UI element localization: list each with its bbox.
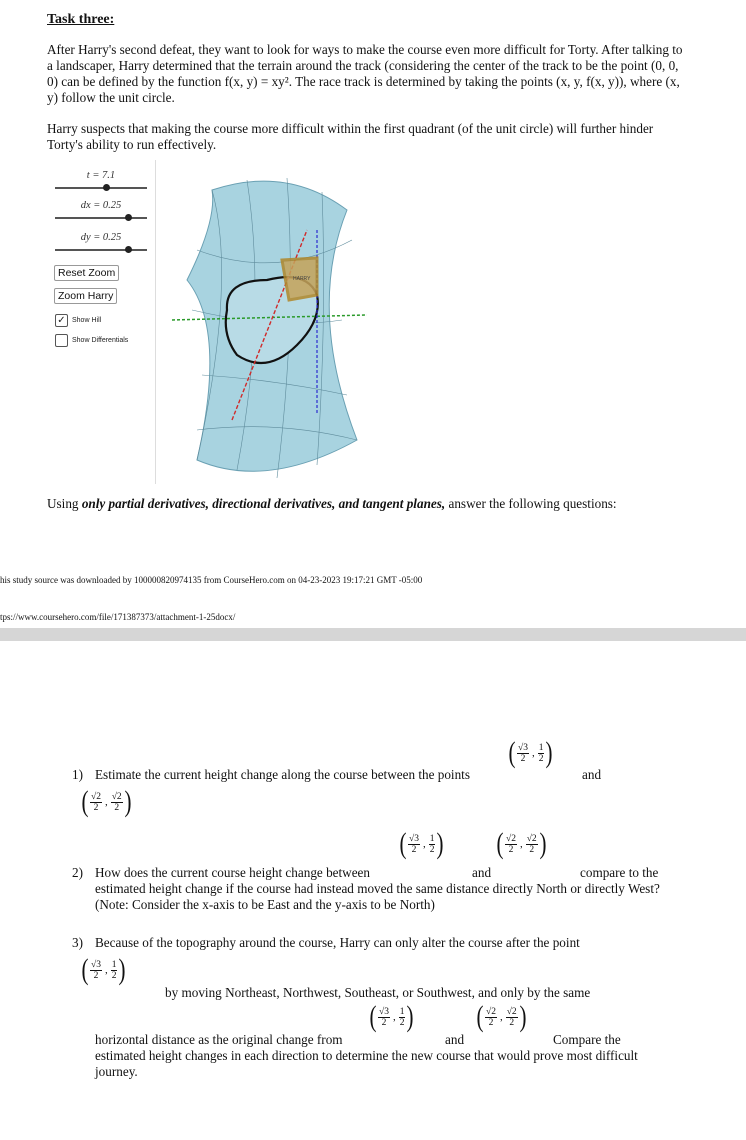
- point-sqrt3-half: ( $\frac{√3}{2}$ , $\frac{1}{2}$ ): [508, 736, 553, 769]
- point-sqrt2-sqrt2: ( $\frac{√2}{2}$ , $\frac{√2}{2}$ ): [81, 785, 132, 818]
- quadrant-paragraph: Harry suspects that making the course more difficult within the first quadrant (of the unit circle) will further hinder Torty's ability to run effectively.: [47, 121, 654, 152]
- slider-dx[interactable]: [55, 200, 147, 219]
- q2-point-b: ( $\frac{√2}{2}$ , $\frac{√2}{2}$ ): [496, 827, 547, 860]
- q1-text: Estimate the current height change along the course between the points: [95, 767, 470, 782]
- q2-text-a: How does the current course height change between: [95, 865, 370, 880]
- q2-number: 2): [72, 865, 83, 880]
- q3-point-a: ( $\frac{√3}{2}$ , $\frac{1}{2}$ ): [369, 1000, 414, 1033]
- show-differentials-label: Show Differentials: [72, 337, 129, 344]
- q2-point-a: ( $\frac{√3}{2}$ , $\frac{1}{2}$ ): [399, 827, 444, 860]
- slider-dy-handle[interactable]: [125, 246, 132, 253]
- instructions-emphasis: only partial derivatives, directional derivatives, and tangent planes,: [81, 496, 446, 511]
- show-differentials-checkbox[interactable]: [55, 334, 128, 347]
- q3-point-start: ( $\frac{√3}{2}$ , $\frac{1}{2}$ ): [81, 953, 126, 986]
- empty-checkbox-icon: [55, 334, 68, 347]
- zoom-harry-button[interactable]: Zoom Harry: [54, 288, 117, 304]
- q2-text-b: compare to the estimated height change if the course had instead moved the same distance directly North or directly West? (Note: Consider the x-axis to be East and the y-axis to be North): [95, 865, 660, 912]
- q3-and: and: [445, 1032, 465, 1047]
- download-notice: his study source was downloaded by 100000820974135 from CourseHero.com on 04-23-2023 19:17:21 GMT -05:00: [0, 575, 423, 585]
- q3-text-d: Compare the estimated height changes in each direction to determine the new course that would prove most difficult journey.: [95, 1032, 638, 1079]
- slider-t-handle[interactable]: [103, 184, 110, 191]
- q3-text-a: Because of the topography around the course, Harry can only alter the course after the point: [95, 935, 580, 950]
- slider-t-label: t = 7.1: [86, 170, 116, 181]
- geogebra-applet[interactable]: [47, 160, 375, 488]
- slider-dx-handle[interactable]: [125, 214, 132, 221]
- q3-text-c: horizontal distance as the original change from: [95, 1032, 343, 1047]
- reset-zoom-button[interactable]: Reset Zoom: [54, 265, 119, 281]
- instructions: Using only partial derivatives, directional derivatives, and tangent planes, answer the following questions:: [47, 496, 617, 511]
- page-divider: [0, 628, 746, 641]
- surface-plot[interactable]: [157, 160, 375, 488]
- task-title: Task three:: [47, 12, 115, 27]
- q1-number: 1): [72, 767, 83, 782]
- slider-dy[interactable]: [55, 232, 147, 251]
- source-url[interactable]: tps://www.coursehero.com/file/171387373/attachment-1-25docx/: [0, 612, 236, 622]
- slider-dy-label: dy = 0.25: [80, 232, 122, 243]
- intro-paragraph: After Harry's second defeat, they want to look for ways to make the course even more difficult for Torty. After talking to a landscaper, Harry determined that the terrain around the track (considering the center of the track to be the point (0, 0, 0) can be defined by the function f(x, y) = xy². The race track is determined by taking the points (x, y, f(x, y)), where (x, y) follow the unit circle.: [47, 42, 683, 105]
- q2-and: and: [472, 865, 492, 880]
- harry-label: HARRY: [293, 276, 311, 282]
- slider-t[interactable]: [55, 170, 147, 189]
- q3-text-b: by moving Northeast, Northwest, Southeast, or Southwest, and only by the same: [165, 985, 591, 1000]
- q1-and: and: [582, 767, 602, 782]
- checkmark-icon: ✓: [55, 314, 68, 327]
- q3-number: 3): [72, 935, 83, 950]
- q3-point-b: ( $\frac{√2}{2}$ , $\frac{√2}{2}$ ): [476, 1000, 527, 1033]
- show-hill-checkbox[interactable]: [55, 314, 101, 327]
- slider-dx-label: dx = 0.25: [80, 200, 122, 211]
- show-hill-label: Show Hill: [72, 317, 102, 324]
